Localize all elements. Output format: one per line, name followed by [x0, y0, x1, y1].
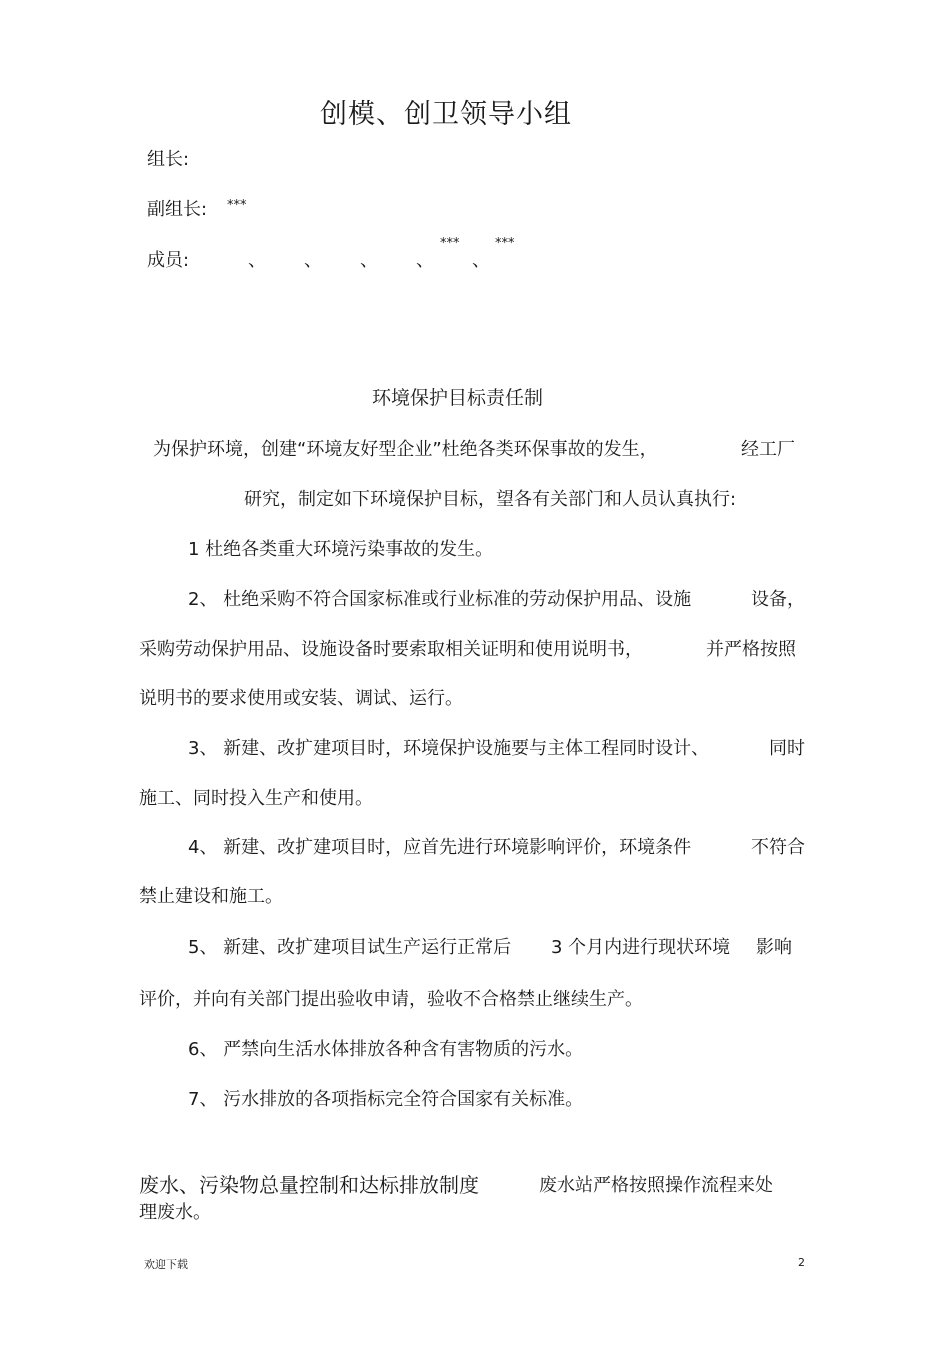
page-number: 2	[798, 1256, 805, 1269]
item-1: 1 杜绝各类重大环境污染事故的发生。	[188, 539, 494, 560]
member-separator: 、	[304, 250, 322, 271]
item-4: 4、 新建、改扩建项目时，应首先进行环境影响评价，环境条件	[188, 837, 692, 858]
member-separator: 、	[472, 250, 490, 271]
item-2-line-2-end: 并严格按照	[706, 639, 796, 660]
bottom-text: 废水站严格按照操作流程来处	[539, 1175, 773, 1196]
item-7: 7、 污水排放的各项指标完全符合国家有关标准。	[188, 1089, 584, 1110]
item-5-end: 影响	[756, 937, 792, 958]
bottom-text-line-2: 理废水。	[139, 1202, 211, 1223]
item-2-line-2: 采购劳动保护用品、设施设备时要索取相关证明和使用说明书，	[139, 639, 643, 660]
member-separator: 、	[248, 250, 266, 271]
members-label: 成员:	[147, 250, 190, 271]
item-5: 5、 新建、改扩建项目试生产运行正常后	[188, 937, 512, 958]
item-5-mid: 3 个月内进行现状环境	[551, 937, 731, 958]
item-3: 3、 新建、改扩建项目时，环境保护设施要与主体工程同时设计、	[188, 738, 710, 759]
leader-label: 组长:	[147, 149, 190, 170]
member-separator: 、	[360, 250, 378, 271]
item-2-end: 设备，	[751, 589, 805, 610]
item-4-end: 不符合	[751, 837, 805, 858]
item-4-line-2: 禁止建设和施工。	[139, 886, 283, 907]
item-3-line-2: 施工、同时投入生产和使用。	[139, 788, 373, 809]
vice-leader-label: 副组长:	[147, 199, 208, 220]
item-5-line-2: 评价，并向有关部门提出验收申请，验收不合格禁止继续生产。	[139, 989, 643, 1010]
intro-line-1-end: 经工厂	[741, 439, 795, 460]
intro-line-1: 为保护环境，创建“环境友好型企业”杜绝各类环保事故的发生，	[153, 439, 658, 460]
footer-left-text: 欢迎下载	[144, 1258, 188, 1271]
member-stars: ***	[495, 236, 515, 251]
member-stars: ***	[440, 236, 460, 251]
item-6: 6、 严禁向生活水体排放各种含有害物质的污水。	[188, 1039, 584, 1060]
item-2: 2、 杜绝采购不符合国家标准或行业标准的劳动保护用品、设施	[188, 589, 692, 610]
member-separator: 、	[416, 250, 434, 271]
vice-leader-value: ***	[227, 198, 247, 213]
page-title: 创模、创卫领导小组	[320, 99, 572, 130]
bottom-heading: 废水、污染物总量控制和达标排放制度	[139, 1173, 479, 1197]
intro-line-2: 研究，制定如下环境保护目标，望各有关部门和人员认真执行:	[244, 489, 737, 510]
item-2-line-3: 说明书的要求使用或安装、调试、运行。	[139, 688, 463, 709]
item-3-end: 同时	[769, 738, 805, 759]
section-heading: 环境保护目标责任制	[372, 387, 544, 409]
